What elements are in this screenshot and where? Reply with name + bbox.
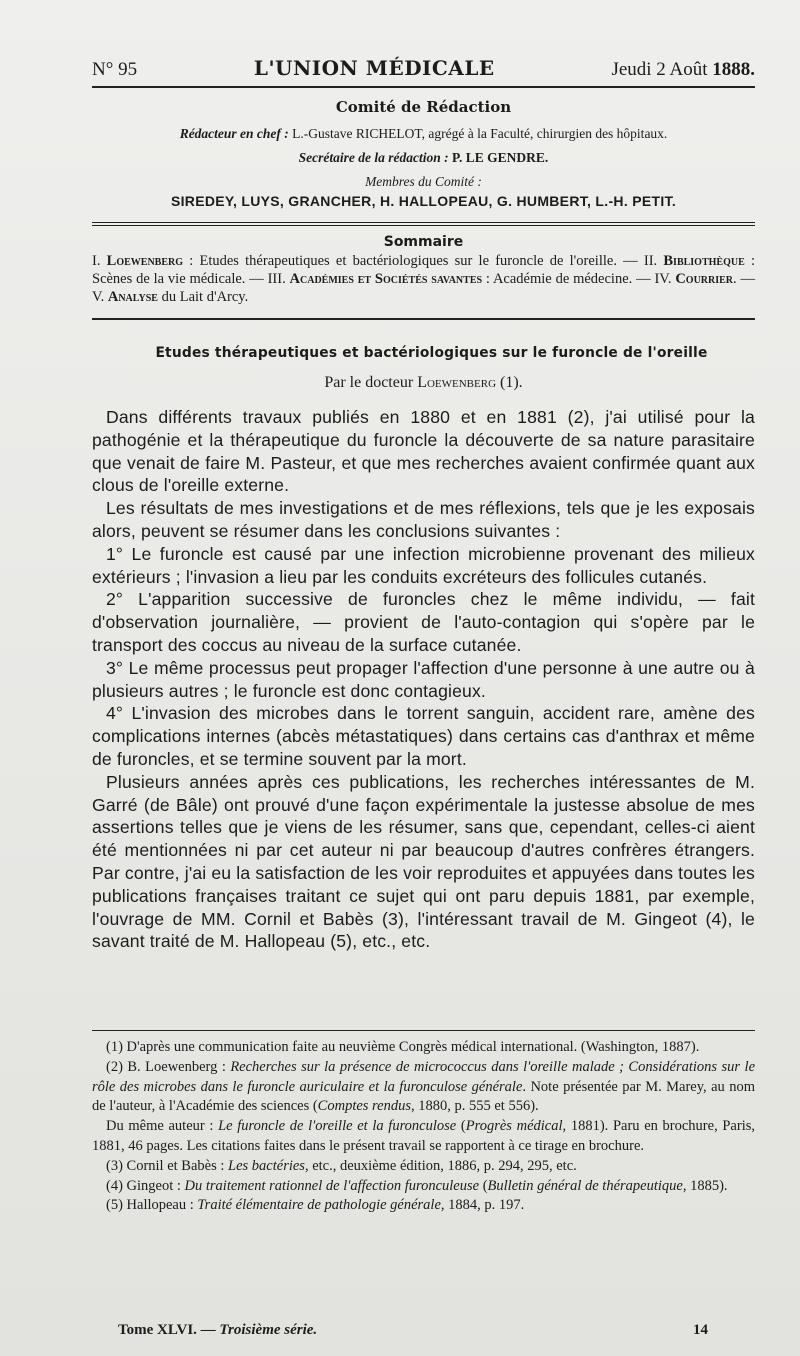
- members-title: Membres du Comité :: [365, 174, 482, 189]
- secretary-line: Secrétaire de la rédaction : P. LE GENDRE.: [298, 150, 549, 165]
- page-number: 14: [693, 1322, 708, 1338]
- footnote-5: (5) Hallopeau : Traité élémentaire de pathologie générale, 1884, p. 197.: [106, 1197, 525, 1214]
- volume-series: Tome XLVI. — Troisième série.: [118, 1322, 318, 1338]
- paragraph: 1° Le furoncle est causé par une infection microbienne provenant des milieux extérieurs ; l'invasion a lieu par les conduits excréteurs des follicules cutanés.: [92, 543, 755, 587]
- footnote-1: (1) D'après une communication faite au neuvième Congrès médical international. (Washington, 1887).: [106, 1039, 700, 1055]
- page-footer: [118, 1322, 708, 1339]
- divider: [92, 225, 755, 226]
- sommaire-text: I. Loewenberg : Etudes thérapeutiques et bactériologiques sur le furoncle de l'oreille. — II. Bibliothèque : Scènes de la vie médicale. — III. Académies et Sociétés savantes : Académie de médecine. — IV. Courrier. — V. Analyse du Lait d'Arcy.: [92, 253, 755, 305]
- paragraph: 4° L'invasion des microbes dans le torrent sanguin, accident rare, amène des complications internes (abcès métastatiques) dans certains cas d'anthrax et même de furoncles, et se termine souvent par la mort.: [92, 703, 755, 769]
- issue-number: N° 95: [92, 59, 138, 80]
- divider: [92, 222, 755, 223]
- members-names: SIREDEY, LUYS, GRANCHER, H. HALLOPEAU, G. HUMBERT, L.-H. PETIT.: [170, 193, 677, 209]
- footnote-3: (3) Cornil et Babès : Les bactéries, etc., deuxième édition, 1886, p. 294, 295, etc.: [106, 1157, 577, 1174]
- footnote-4: (4) Gingeot : Du traitement rationnel de l'affection furonculeuse (Bulletin général de thérapeutique, 1885).: [106, 1177, 728, 1194]
- committee-title: Comité de Rédaction: [335, 98, 512, 116]
- paragraph: 2° L'apparition successive de furoncles chez le même individu, — fait d'observation journalière, — provient de l'auto-contagion qui s'opère par le transport des coccus au niveau de la surface cutanée.: [92, 589, 755, 655]
- sommaire-title: Sommaire: [383, 234, 464, 250]
- footnote-2-continued: Du même auteur : Le furoncle de l'oreille et la furonculose (Progrès médical, 1881). Paru en brochure, Paris, 1881, 46 pages. Les citations faites dans le présent travail se rapportent à ce tirage en brochure.: [92, 1118, 755, 1154]
- article-title: Etudes thérapeutiques et bactériologiques sur le furoncle de l'oreille: [155, 345, 708, 361]
- paragraph: Les résultats de mes investigations et de mes réflexions, tels que je les exposais alors, peuvent se résumer dans les conclusions suivantes :: [92, 498, 755, 541]
- footnote-2: (2) B. Loewenberg : Recherches sur la présence de micrococcus dans l'oreille malade ; Considérations sur le rôle des microbes dans le furoncle auriculaire et la furonculose générale. Note présentée par M. Marey, au nom de l'auteur, à l'Académie des sciences (Comptes rendus, 1880, p. 555 et 556).: [92, 1058, 755, 1115]
- divider: [92, 318, 755, 320]
- paragraph: 3° Le même processus peut propager l'affection d'une personne à une autre ou à plusieurs autres ; le furoncle est donc contagieux.: [92, 657, 755, 701]
- journal-title: L'UNION MÉDICALE: [253, 56, 495, 80]
- page-header: [92, 56, 755, 88]
- footnote-divider: [92, 1030, 755, 1031]
- paragraph: Dans différents travaux publiés en 1880 et en 1881 (2), j'ai utilisé pour la pathogénie et la thérapeutique du furoncle la découverte de sa nature parasitaire que venait de faire M. Pasteur, et que mes recherches avaient confirmée quant aux clous de l'oreille externe.: [92, 407, 755, 496]
- editor-line: Rédacteur en chef : L.-Gustave RICHELOT, agrégé à la Faculté, chirurgien des hôpitaux.: [179, 126, 668, 141]
- article-body: [92, 406, 755, 953]
- issue-date: Jeudi 2 Août 1888.: [611, 59, 755, 80]
- paragraph: Plusieurs années après ces publications, les recherches intéressantes de M. Garré (de Bâle) ont prouvé d'une façon expérimentale la justesse absolue de mes assertions telles que je viens de les résumer, sans que, cependant, celles-ci aient été mentionnées ni par cet auteur ni par beaucoup d'autres confrères étrangers. Par contre, j'ai eu la satisfaction de les voir reproduites et appuyées dans toutes les publications françaises traitant ce sujet qui ont paru depuis 1881, par exemple, l'ouvrage de MM. Cornil et Babès (3), l'intéressant travail de M. Gingeot (4), le savant traité de M. Hallopeau (5), etc., etc.: [92, 771, 755, 952]
- article-byline: Par le docteur Loewenberg (1).: [324, 374, 523, 391]
- footnotes: [92, 1038, 755, 1216]
